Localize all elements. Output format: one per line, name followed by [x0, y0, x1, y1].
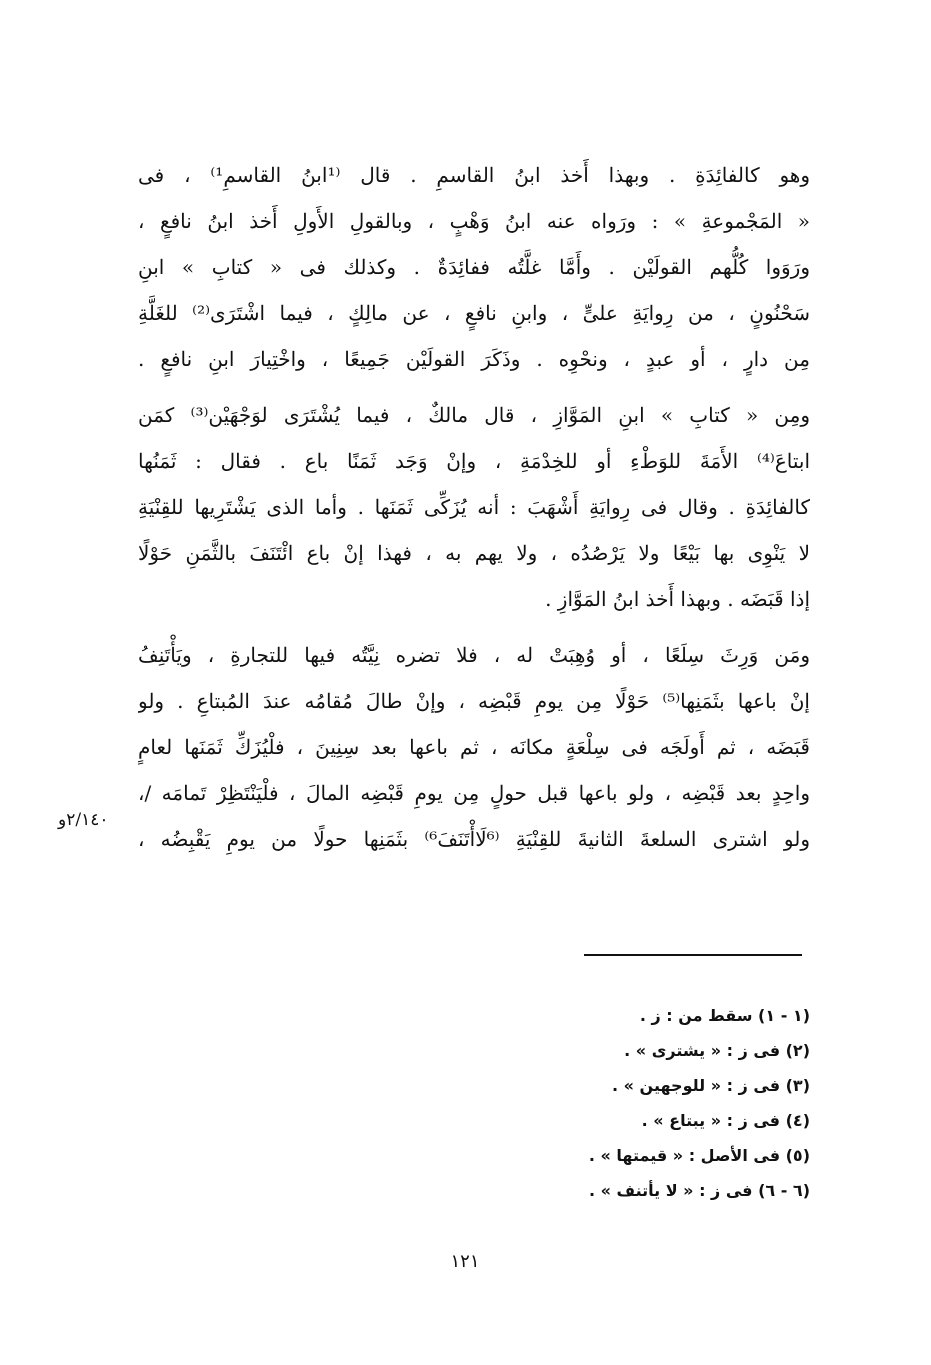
text-line: ورَوَوا كُلُّهم القولَيْن . وأَمَّا غلَّتُه ففائِدَةٌ . وكذلك فى « كتابِ » ابنِ — [138, 255, 810, 279]
paragraph-gap — [138, 382, 810, 392]
text-line: سَحْنُونٍ ، من رِوايَةِ علىٍّ ، وابنِ نافعٍ ، عن مالِكٍ ، فيما اشْتَرَى⁽²⁾ للغَلَّةِ — [138, 301, 810, 325]
paragraph — [138, 632, 810, 862]
text-line: مِن دارٍ ، أو عبدٍ ، ونحْوِه . وذَكَرَ القولَيْن جَمِيعًا ، واخْتِيارَ ابنِ نافعٍ . — [138, 347, 810, 371]
text-line: ومِن « كتابِ » ابنِ المَوَّازِ ، قال مالكٌ ، فيما يُشْتَرَى لوَجْهَيْن⁽³⁾ كمَن — [138, 403, 810, 427]
text-line: وهو كالفائِدَةِ . وبهذا أَخذ ابنُ القاسمِ . قال ⁽¹ابنُ القاسمِ¹⁾ ، فى — [138, 163, 810, 187]
text-line: إذا قَبَضَه . وبهذا أَخذ ابنُ المَوَّازِ . — [545, 587, 810, 611]
text-line: ولو اشترى السلعةَ الثانيةَ للقِنْيَةِ ⁽⁶لَاأْتَنَفَ⁶⁾ بثَمَنِها حولًا من يومِ يَقْبِضُه ، — [138, 827, 810, 851]
main-text — [138, 152, 810, 862]
footnote-item: (٤) فى ز : « يبتاع » . — [641, 1111, 810, 1130]
text-line: لا يَنْوِى بها بَيْعًا ولا يَرْصُدُه ، ولا يهم به ، فهذا إنْ باع ائْتَنَفَ بالثَّمَنِ حَوْلًا — [138, 541, 810, 565]
text-line: إنْ باعها بثَمَنِها⁽⁵⁾ حَوْلًا مِن يومِ قَبْضِه ، وإنْ طالَ مُقامُه عندَ المُبتاعِ . ولو — [138, 689, 810, 713]
text-line: واحِدٍ بعد قَبْضِه ، ولو باعها قبل حولٍ مِن يومِ قَبْضِه المالَ ، فلْيَنْتَظِرْ تَمامَه /، — [138, 781, 810, 805]
footnote-item: (٢) فى ز : « يشترى » . — [624, 1041, 810, 1060]
footnote-item: (٥) فى الأصل : « قيمتها » . — [588, 1146, 810, 1165]
footnote-item: (١ - ١) سقط من : ز . — [639, 1006, 810, 1025]
footnote-item: (٦ - ٦) فى ز : « لا يأتنف » . — [588, 1181, 810, 1200]
text-line: « المَجْموعةِ » : ورَواه عنه ابنُ وَهْبٍ ، وبالقولِ الأَولِ أَخذ ابنُ نافعٍ ، — [138, 209, 810, 233]
footnote-separator — [584, 954, 802, 956]
text-line: ومَن وَرِثَ سِلَعًا ، أو وُهِبَتْ له ، فلا تضره نِيَّتُه فيها للتجارةِ ، ويَأْتَنِفُ — [138, 643, 810, 667]
paragraph — [138, 392, 810, 622]
footnote-item: (٣) فى ز : « للوجهين » . — [612, 1076, 810, 1095]
text-line: كالفائِدَةِ . وقال فى رِوايَةِ أَشْهَبَ : أنه يُزَكِّى ثَمَنَها . وأما الذى يَشْتَرِيها للقِنْيَةِ — [138, 495, 810, 519]
text-line: قَبَضَه ، ثم أَولَجَه فى سِلْعَةٍ مكانَه ، ثم باعها بعد سِنِينَ ، فلْيُزَكِّ ثَمَنَها لعامٍ — [138, 735, 810, 759]
paragraph — [138, 152, 810, 382]
manuscript-folio-note: ٢/١٤٠و — [58, 810, 109, 830]
text-line: ابتاعَ⁽⁴⁾ الأَمَةَ للوَطْءِ أو للخِدْمَةِ ، وإنْ وَجَد ثَمَنًا باع . فقال : ثَمَنُها — [138, 449, 810, 473]
page-number: ١٢١ — [450, 1251, 480, 1272]
paragraph-gap — [138, 622, 810, 632]
footnotes — [420, 998, 810, 1208]
